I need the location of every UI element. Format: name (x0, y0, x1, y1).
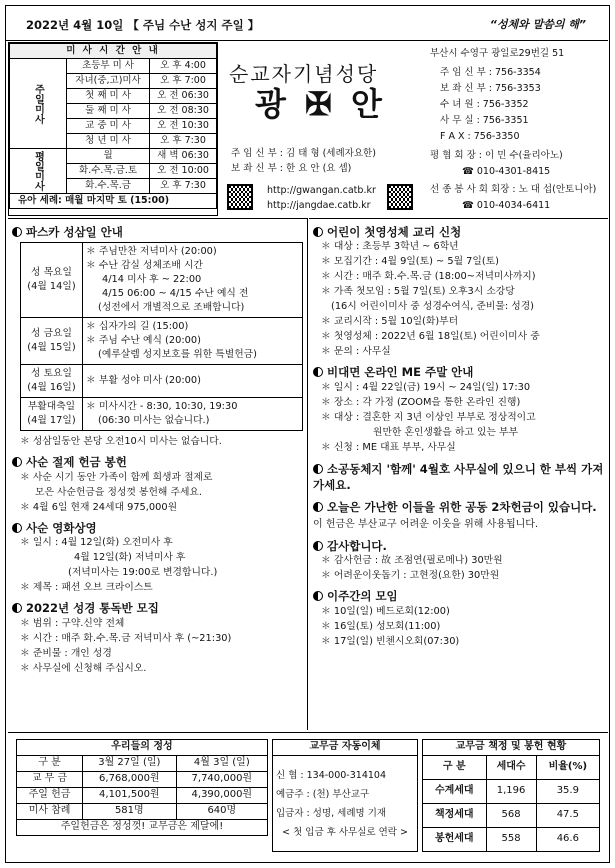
section-title: 오늘은 가난한 이들을 위한 공동 2차헌금이 있습니다. 이 헌금은 부산교구 어려운 이웃을 위해 사용됩니다. (313, 499, 597, 530)
contact-info (422, 42, 608, 216)
mass-name: 자녀(중,고)미사 (67, 74, 150, 89)
mass-time: 오 후 7:30 (150, 179, 217, 194)
bullet-icon (313, 367, 323, 377)
bullet-icon (313, 227, 323, 237)
council-phone: ☎ 010-4301-8415 (462, 166, 551, 177)
council-president: 평 협 회 장 : 이 민 수(율리아노) (430, 150, 563, 161)
section-title: 사순 영화상영 (12, 521, 307, 535)
phone-row: 보 좌 신 부 : 756-3353 (440, 83, 541, 94)
mass-time: 오 전 06:30 (150, 89, 217, 104)
mass-time: 오 후 7:30 (150, 134, 217, 149)
mass-name: 월 (67, 149, 150, 164)
phone-row: 수 녀 원 : 756-3352 (440, 99, 529, 110)
section-title: 비대면 온라인 ME 주말 안내 (313, 365, 608, 379)
bulletin-date: 2022년 4월 10일 【 주님 수난 성지 주일 】 (26, 18, 260, 32)
bullet-icon (12, 603, 22, 613)
mass-name: 초등부 미 사 (67, 59, 150, 74)
mass-time: 오 전 10:30 (150, 119, 217, 134)
sunday-mass-label: 주일미사 (10, 59, 67, 149)
mass-name: 청 년 미 사 (67, 134, 150, 149)
section-title: 파스카 성삼일 안내 (12, 225, 307, 239)
funeral-association: 선 종 봉 사 회 회장 : 노 대 섭(안토니아) (430, 184, 597, 195)
website-link-2[interactable]: http://jangdae.catb.kr (267, 200, 371, 211)
baptism-note: 유아 세례: 매월 마지막 토 (15:00) (10, 194, 217, 209)
right-column: 어린이 첫영성체 교리 신청 ＊ 대상 : 초등부 3학년 ~ 6학년 ＊ 모집기간 : 4월 9일(토) ~ 5월 7일(토) ＊ 시간 : 매주 화.수.목.금 (18:00~저녁미사까지) ＊ 가족 첫모임 : 5월 7일(토) 오후3시 소강당 (16시 어린이미사 중 성경수여식, 준비물: 성경) ＊ 교리시작 : 5월 10일(화)부터 ＊ 첫영성체 : 2022년 6월 18일(토) 어린이미사 중 ＊ 문의 : 사무실 비대면 온라인 ME 주말 안내 ＊ 일시 : 4월 22일(금) 19시 ~ 24일(일) 17:30 ＊ 장소 : 각 가정 (ZOOM을 통한 온라인 진행) ＊ 대상 : 결혼한 지 3년 이상인 부부로 정상적이고 원만한 혼인생활을 하고 있는 부부 ＊ 신청 : ME 대표 부부, 사무실 소공동체지 '함께' 4월호 사무실에 있으니 한 부씩 가져가세요. 오늘은 가난한 이들을 위한 공동 2차헌금이 있습니다. 이 헌금은 부산교구 어려운 이웃을 위해 사용됩니다. 감사합니다. ＊ 감사헌금 : 故 조점연(필로메나) 30만원 ＊ 어려운이웃돕기 : 고현정(요한) 30만원 이주간의 모임 ＊ 10일(일) 베드로회(12:00) ＊ 16일(토) 성모회(11:00) ＊ 17일(일) 빈첸시오회(07:30) (309, 218, 608, 730)
church-address: 부산시 수영구 광일로29번길 51 (430, 48, 565, 59)
mass-name: 교 중 미 사 (67, 119, 150, 134)
mass-name: 둘 째 미 사 (67, 104, 150, 119)
header-bar (6, 6, 608, 41)
weekday-mass-label: 평일미사 (10, 149, 67, 194)
bulletin-title: 광 ✠ 안 (255, 85, 386, 123)
mass-time: 오 후 7:00 (150, 74, 217, 89)
section-title: 2022년 성경 통독반 모집 (12, 601, 307, 615)
finance-summary (8, 732, 608, 862)
bullet-icon (313, 541, 323, 551)
bullet-icon (313, 591, 323, 601)
bulletin-page (5, 5, 610, 863)
easter-triduum-table: 성 목요일 (4월 14일) ＊ 주님만찬 저녁미사 (20:00) ＊ 수난 감실 성체조배 시간 4/14 미사 후 ~ 22:00 4/15 06:00 ~ 4/15 수난 예식 전 (성전에서 개별적으로 조배합니다) 성 금요일 (4월 15일) ＊ 십자가의 길 (15:00) ＊ 주님 수난 예식 (20:00) (예루살렘 성지보호를 위한 특별헌금) 성 토요일 (4월 16일) ＊ 부활 성야 미사 (20:00) 부활대축일 (4월 17일) ＊ 미사시간 - 8:30, 10:30, 19:30 (06:30 미사는 없습니다.) (20, 242, 303, 431)
qr-code-icon[interactable] (227, 184, 253, 210)
bullet-icon (12, 523, 22, 533)
pastor-line: 주 임 신 부 : 김 태 형 (세례자요한) (231, 148, 376, 159)
mass-name: 화.수.목.금 (67, 179, 150, 194)
bullet-icon (12, 227, 22, 237)
funeral-phone: ☎ 010-4034-6411 (462, 200, 551, 211)
bullet-icon (313, 464, 323, 474)
left-column: 파스카 성삼일 안내 성 목요일 (4월 14일) ＊ 주님만찬 저녁미사 (20:00) ＊ 수난 감실 성체조배 시간 4/14 미사 후 ~ 22:00 4/15 06:00 ~ 4/15 수난 예식 전 (성전에서 개별적으로 조배합니다) 성 금요일 (4월 15일) ＊ 십자가의 길 (15:00) ＊ 주님 수난 예식 (20:00) (예루살렘 성지보호를 위한 특별헌금) 성 토요일 (4월 16일) ＊ 부활 성야 미사 (20:00) 부활대축일 (4월 17일) ＊ 미사시간 - 8:30, 10:30, 19:30 (06:30 미사는 없습니다.) ＊ 성삼일동안 본당 오전10시 미사는 없습니다. 사순 절제 헌금 봉헌 ＊ 사순 시기 동안 가족이 함께 희생과 절제로 모은 사순헌금을 정성껏 봉헌해 주세요. ＊ 4월 6일 현재 24세대 975,000원 사순 영화상영 ＊ 일시 : 4월 12일(화) 오전미사 후 4월 12일(화) 저녁미사 후 (저녁미사는 19:00로 변경합니다.) ＊ 제목 : 패션 오브 크라이스트 2022년 성경 통독반 모집 ＊ 범위 : 구약.신약 전체 ＊ 시간 : 매주 화.수.목.금 저녁미사 후 (~21:30) ＊ 준비물 : 개인 성경 ＊ 사무실에 신청해 주십시오. (8, 218, 308, 730)
status-table: 교무금 책정 및 봉헌 현황 구 분 세대수 비율(%) 수계세대 1,196 35.9 책정세대 568 47.5 봉헌세대 558 46.6 (422, 739, 600, 852)
easter-note: ＊ 성삼일동안 본당 오전10시 미사는 없습니다. (20, 436, 222, 448)
mass-schedule-title: 미 사 시 간 안 내 (10, 44, 217, 59)
section-title: 소공동체지 '함께' 4월호 사무실에 있으니 한 부씩 가져가세요. (313, 461, 604, 492)
section-title: 이주간의 모임 (313, 589, 608, 603)
mass-time: 오 전 08:30 (150, 104, 217, 119)
mass-schedule (8, 42, 218, 216)
bullet-icon (12, 457, 22, 467)
assistant-line: 보 좌 신 부 : 한 요 안 (요 셉) (231, 163, 352, 174)
bullet-icon (313, 502, 323, 512)
year-slogan: “성체와 말씀의 해” (489, 18, 586, 31)
section-title: 어린이 첫영성체 교리 신청 (313, 225, 608, 239)
qr-code-icon[interactable] (387, 184, 413, 210)
auto-transfer-table: 교무금 자동이체 신 협 : 134-000-314104 예금주 : (천) 부산교구 입금자 : 성명, 세례명 기재 < 첫 입금 후 사무실로 연락 > (272, 739, 418, 852)
mass-name: 화.수.목.금.토 (67, 164, 150, 179)
phone-row: 주 임 신 부 : 756-3354 (440, 67, 541, 78)
mass-name: 첫 째 미 사 (67, 89, 150, 104)
mass-time: 오 후 4:00 (150, 59, 217, 74)
phone-row: F A X : 756-3350 (440, 131, 520, 142)
church-name: 순교자기념성당 (229, 62, 379, 86)
website-link-1[interactable]: http://gwangan.catb.kr (267, 185, 376, 196)
phone-row: 사 무 실 : 756-3351 (440, 115, 529, 126)
section-title: 사순 절제 헌금 봉헌 (12, 455, 307, 469)
sincerity-table: 우리들의 정성 구 분 3월 27일 (일) 4월 3일 (일) 교 무 금 6,768,000원 7,740,000원 주일 헌금 4,101,500원 4,390,000원 미사 참례 581명 640명 주일헌금은 정성껏! 교무금은 제달에! (16, 739, 268, 836)
mass-time: 오 전 10:00 (150, 164, 217, 179)
section-title: 감사합니다. (313, 539, 608, 553)
church-masthead (219, 42, 421, 216)
mass-time: 새 벽 06:30 (150, 149, 217, 164)
